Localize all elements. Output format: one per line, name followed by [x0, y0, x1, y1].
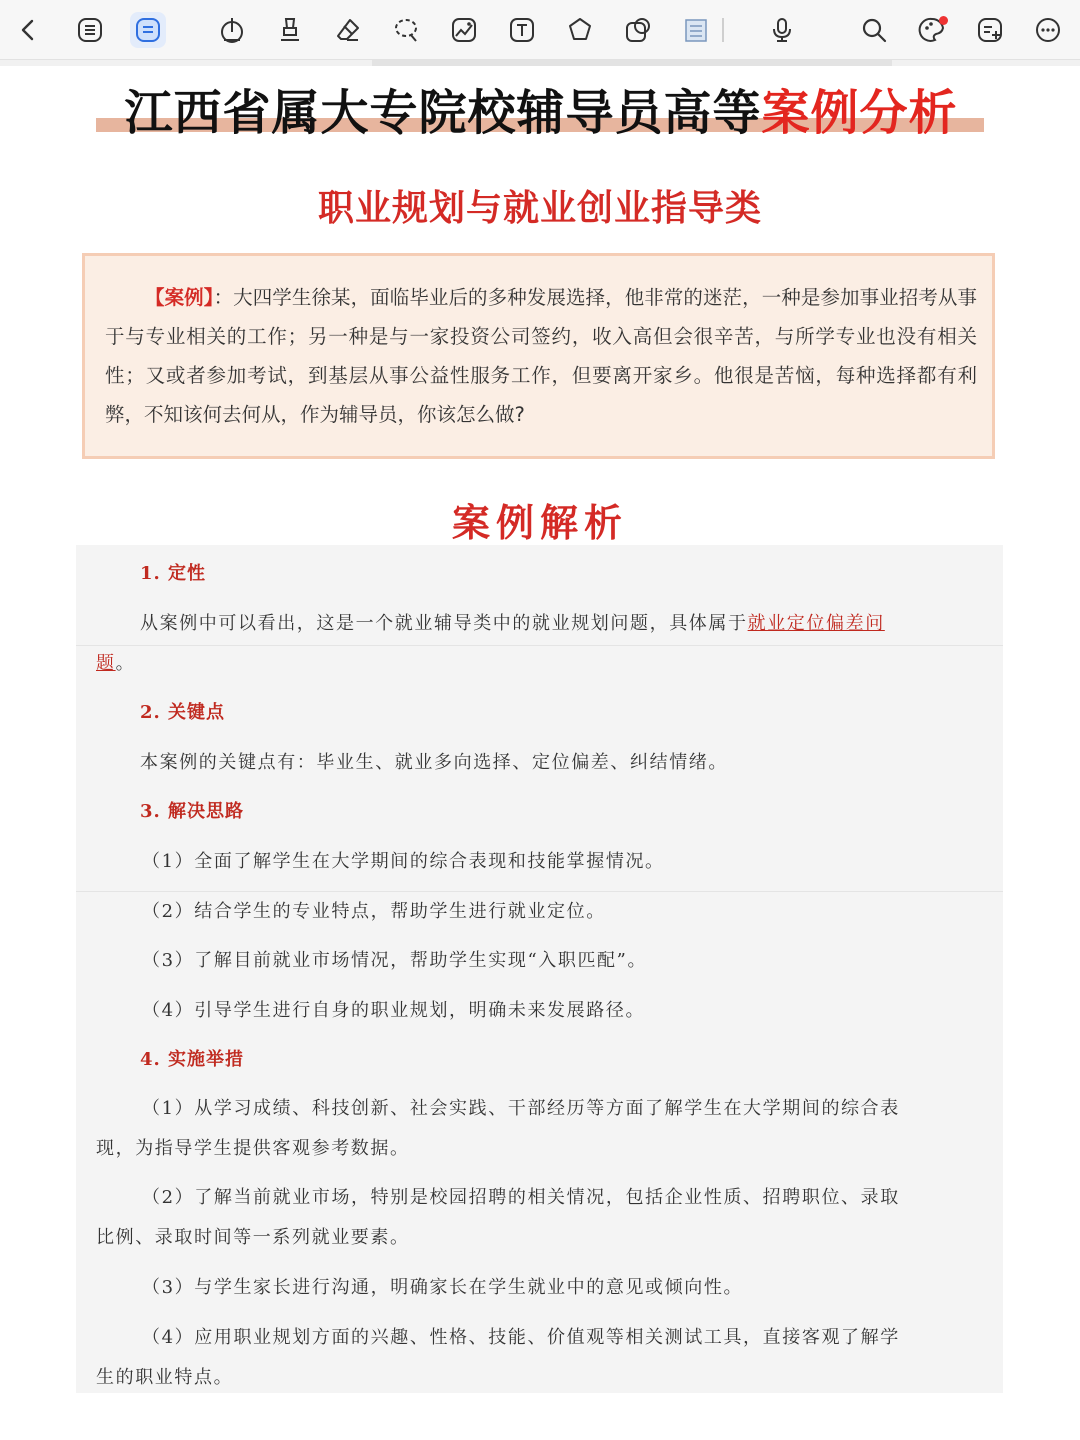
case-tag: 【案例】 [145, 286, 214, 309]
section-heading-1: 1. 定性 [140, 563, 207, 584]
list-item-cont: 比例、录取时间等一系列就业要素。 [96, 1227, 410, 1248]
analysis-panel [76, 545, 1003, 1393]
shape-icon[interactable] [562, 12, 598, 48]
section-1-highlight-end: 题 [96, 653, 116, 674]
list-item: （4）引导学生进行自身的职业规划，明确未来发展路径。 [142, 1000, 646, 1021]
image-icon[interactable] [446, 12, 482, 48]
outline-icon[interactable] [130, 12, 166, 48]
microphone-icon[interactable] [764, 12, 800, 48]
section-1-text-cont [96, 649, 135, 675]
search-icon[interactable] [856, 12, 892, 48]
list-item: （3）与学生家长进行沟通，明确家长在学生就业中的意见或倾向性。 [142, 1277, 744, 1298]
sticker-icon[interactable] [620, 12, 656, 48]
list-item-cont: 生的职业特点。 [96, 1367, 234, 1388]
list-item: （2）结合学生的专业特点，帮助学生进行就业定位。 [142, 901, 606, 922]
highlighter-icon[interactable] [272, 12, 308, 48]
list-item: （1）从学习成绩、科技创新、社会实践、干部经历等方面了解学生在大学期间的综合表 [142, 1098, 900, 1119]
toolbar-divider [722, 18, 724, 42]
list-item: （1）全面了解学生在大学期间的综合表现和技能掌握情况。 [142, 851, 665, 872]
page-title-accent: 案例分析 [761, 85, 958, 141]
list-item: （2）了解当前就业市场，特别是校园招聘的相关情况，包括企业性质、招聘职位、录取 [142, 1187, 900, 1208]
page-title-main: 江西省属大专院校辅导员高等 [124, 85, 762, 141]
list-icon[interactable] [72, 12, 108, 48]
section-subtitle: 职业规划与就业创业指导类 [317, 187, 762, 229]
more-icon[interactable] [1030, 12, 1066, 48]
page-title [96, 84, 986, 144]
section-1-highlight: 就业定位偏差问 [747, 613, 885, 634]
section-1-period: 。 [115, 653, 136, 674]
section-heading-3: 3. 解决思路 [140, 801, 245, 822]
section-heading-4: 4. 实施举措 [140, 1049, 245, 1070]
notification-dot [939, 16, 948, 25]
panel-divider [76, 645, 1003, 646]
section-heading-2: 2. 关键点 [140, 702, 226, 723]
section-1-text [140, 609, 885, 635]
case-body: ：大四学生徐某，面临毕业后的多种发展选择，他非常的迷茫，一种是参加事业招考从事于与专业相关的工作；另一种是与一家投资公司签约，收入高但会很辛苦，与所学专业也没有相关性；又或者参加考试，到基层从事公益性服务工作，但要离开家乡。他很是苦恼，每种选择都有利弊，不知该何去何从，作为辅导员，你该怎么做? [105, 286, 977, 426]
analysis-title: 案例解析 [451, 500, 628, 545]
list-item-cont: 现，为指导学生提供客观参考数据。 [96, 1138, 410, 1159]
back-icon[interactable] [10, 12, 46, 48]
case-description [105, 278, 977, 434]
case-box [82, 253, 995, 459]
list-item: （4）应用职业规划方面的兴趣、性格、技能、价值观等相关测试工具，直接客观了解学 [142, 1327, 900, 1348]
panel-divider [76, 891, 1003, 892]
section-2-text: 本案例的关键点有：毕业生、就业多向选择、定位偏差、纠结情绪。 [140, 752, 728, 773]
section-1-text-main: 从案例中可以看出，这是一个就业辅导类中的就业规划问题，具体属于 [140, 613, 748, 634]
doc-scan-icon[interactable] [678, 12, 714, 48]
list-item: （3）了解目前就业市场情况，帮助学生实现“入职匹配”。 [142, 950, 648, 971]
palette-icon[interactable] [914, 12, 950, 48]
text-icon[interactable] [504, 12, 540, 48]
add-note-icon[interactable] [972, 12, 1008, 48]
lasso-icon[interactable] [388, 12, 424, 48]
top-toolbar [0, 0, 1080, 60]
eraser-icon[interactable] [330, 12, 366, 48]
page-scroll-thumb[interactable] [372, 60, 892, 66]
pen-icon[interactable] [214, 12, 250, 48]
